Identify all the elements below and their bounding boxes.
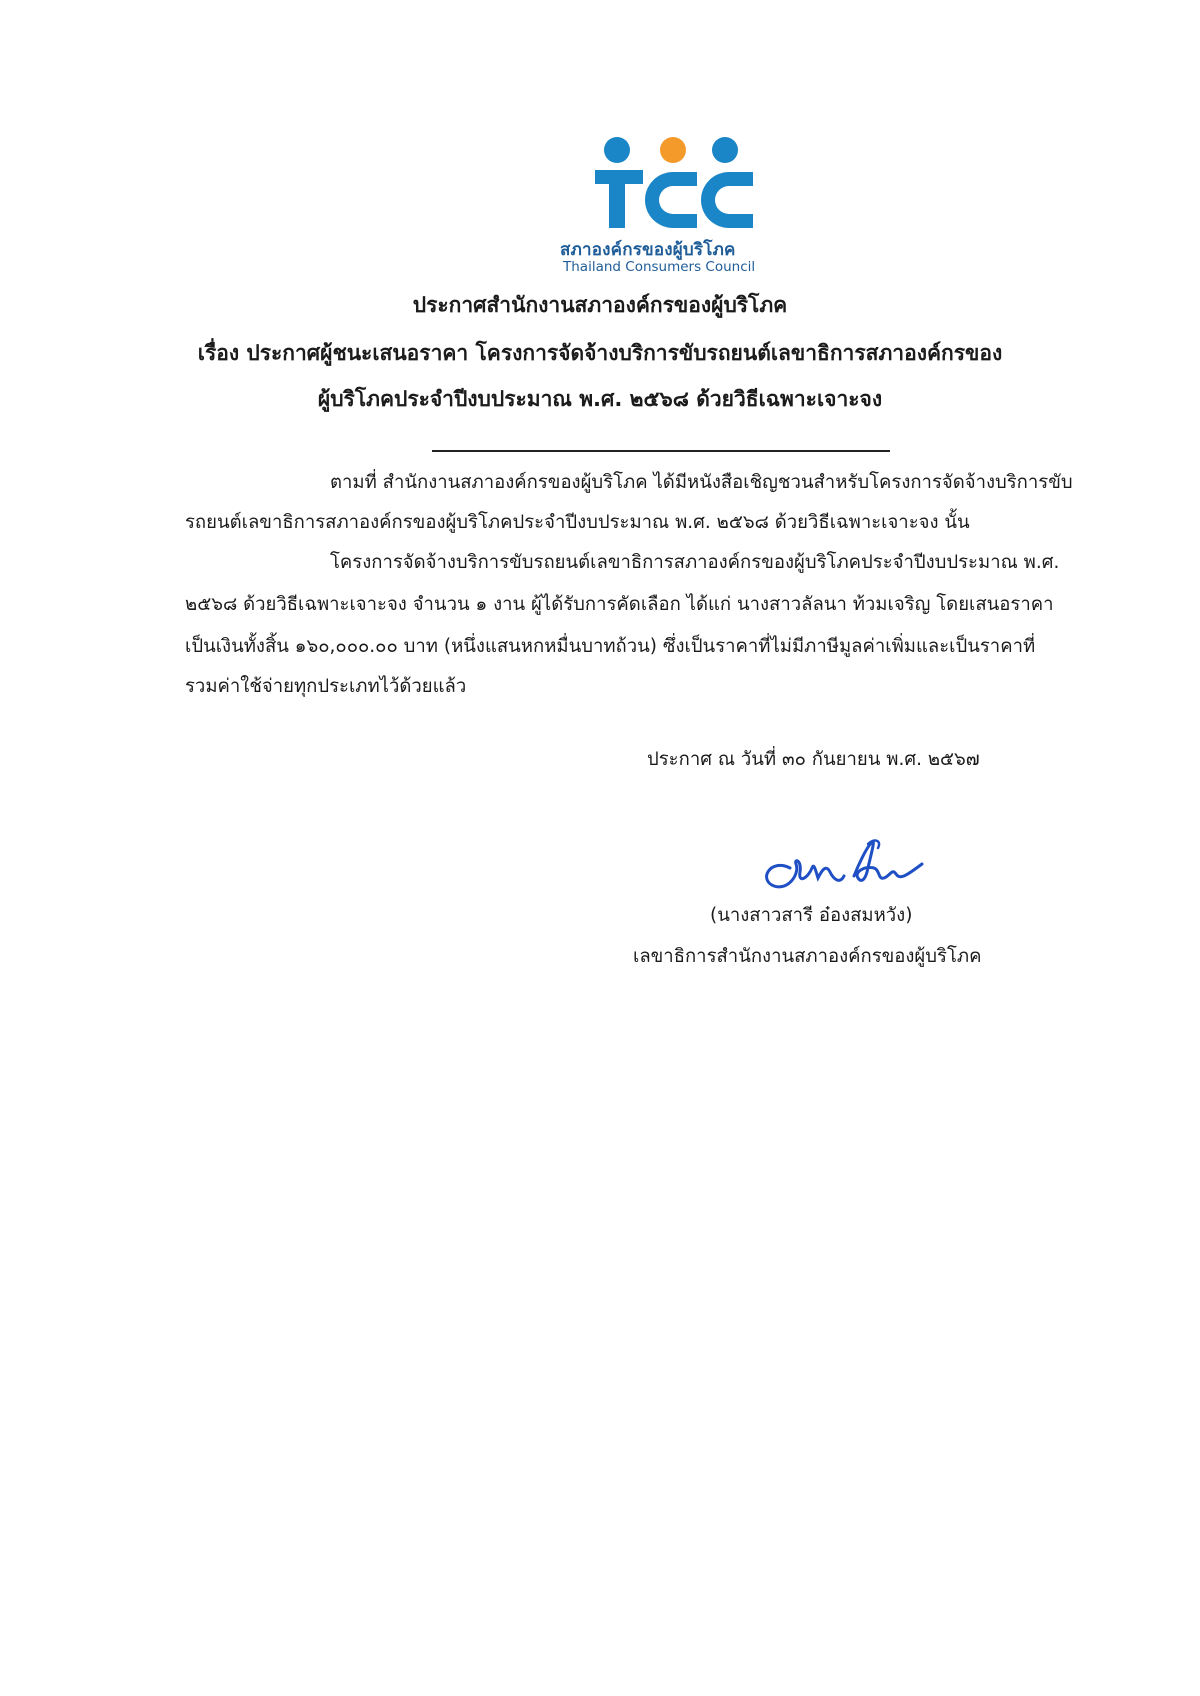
heading-line-2: เรื่อง ประกาศผู้ชนะเสนอราคา โครงการจัดจ้างบริการขับรถยนต์เลขาธิการสภาองค์กรของ (197, 341, 1003, 365)
logo-letter-t (595, 170, 643, 228)
logo-letter-c2 (701, 172, 753, 228)
logo-name-english: Thailand Consumers Council (563, 259, 756, 275)
signer-name: (นางสาวสารี อ๋องสมหวัง) (710, 905, 913, 926)
announcement-date: ประกาศ ณ วันที่ ๓๐ กันยายน พ.ศ. ๒๕๖๗ (647, 749, 980, 770)
logo-letter-c1 (645, 172, 697, 228)
tcc-logo-mark (585, 130, 785, 240)
paragraph-1-line-1: ตามที่ สำนักงานสภาองค์กรของผู้บริโภค ได้มีหนังสือเชิญชวนสำหรับโครงการจัดจ้างบริการขับ (330, 472, 1073, 493)
paragraph-2-line-3: เป็นเงินทั้งสิ้น ๑๖๐,๐๐๐.๐๐ บาท (หนึ่งแสนหกหมื่นบาทถ้วน) ซึ่งเป็นราคาที่ไม่มีภาษีมูลค่าเพิ่มและเป็นราคาที่ (185, 636, 1036, 657)
signer-title: เลขาธิการสำนักงานสภาองค์กรของผู้บริโภค (633, 946, 982, 967)
paragraph-2-line-1: โครงการจัดจ้างบริการขับรถยนต์เลขาธิการสภาองค์กรของผู้บริโภคประจำปีงบประมาณ พ.ศ. (330, 552, 1060, 573)
logo-dot-blue-left (604, 137, 630, 163)
heading-divider (432, 450, 890, 452)
paragraph-2-line-4: รวมค่าใช้จ่ายทุกประเภทไว้ด้วยแล้ว (185, 676, 467, 697)
paragraph-2-line-2: ๒๕๖๘ ด้วยวิธีเฉพาะเจาะจง จำนวน ๑ งาน ผู้ได้รับการคัดเลือก ได้แก่ นางสาวลัลนา ท้วมเจริญ โดยเสนอราคา (185, 594, 1054, 615)
heading-line-3: ผู้บริโภคประจำปีงบประมาณ พ.ศ. ๒๕๖๘ ด้วยวิธีเฉพาะเจาะจง (317, 387, 883, 411)
logo-dot-orange (660, 137, 686, 163)
heading-line-1: ประกาศสำนักงานสภาองค์กรของผู้บริโภค (412, 293, 788, 317)
logo-dot-blue-right (712, 137, 738, 163)
logo-name-thai: สภาองค์กรของผู้บริโภค (560, 240, 736, 260)
paragraph-1-line-2: รถยนต์เลขาธิการสภาองค์กรของผู้บริโภคประจำปีงบประมาณ พ.ศ. ๒๕๖๘ ด้วยวิธีเฉพาะเจาะจง นั้น (185, 512, 970, 533)
handwritten-signature (750, 828, 930, 903)
